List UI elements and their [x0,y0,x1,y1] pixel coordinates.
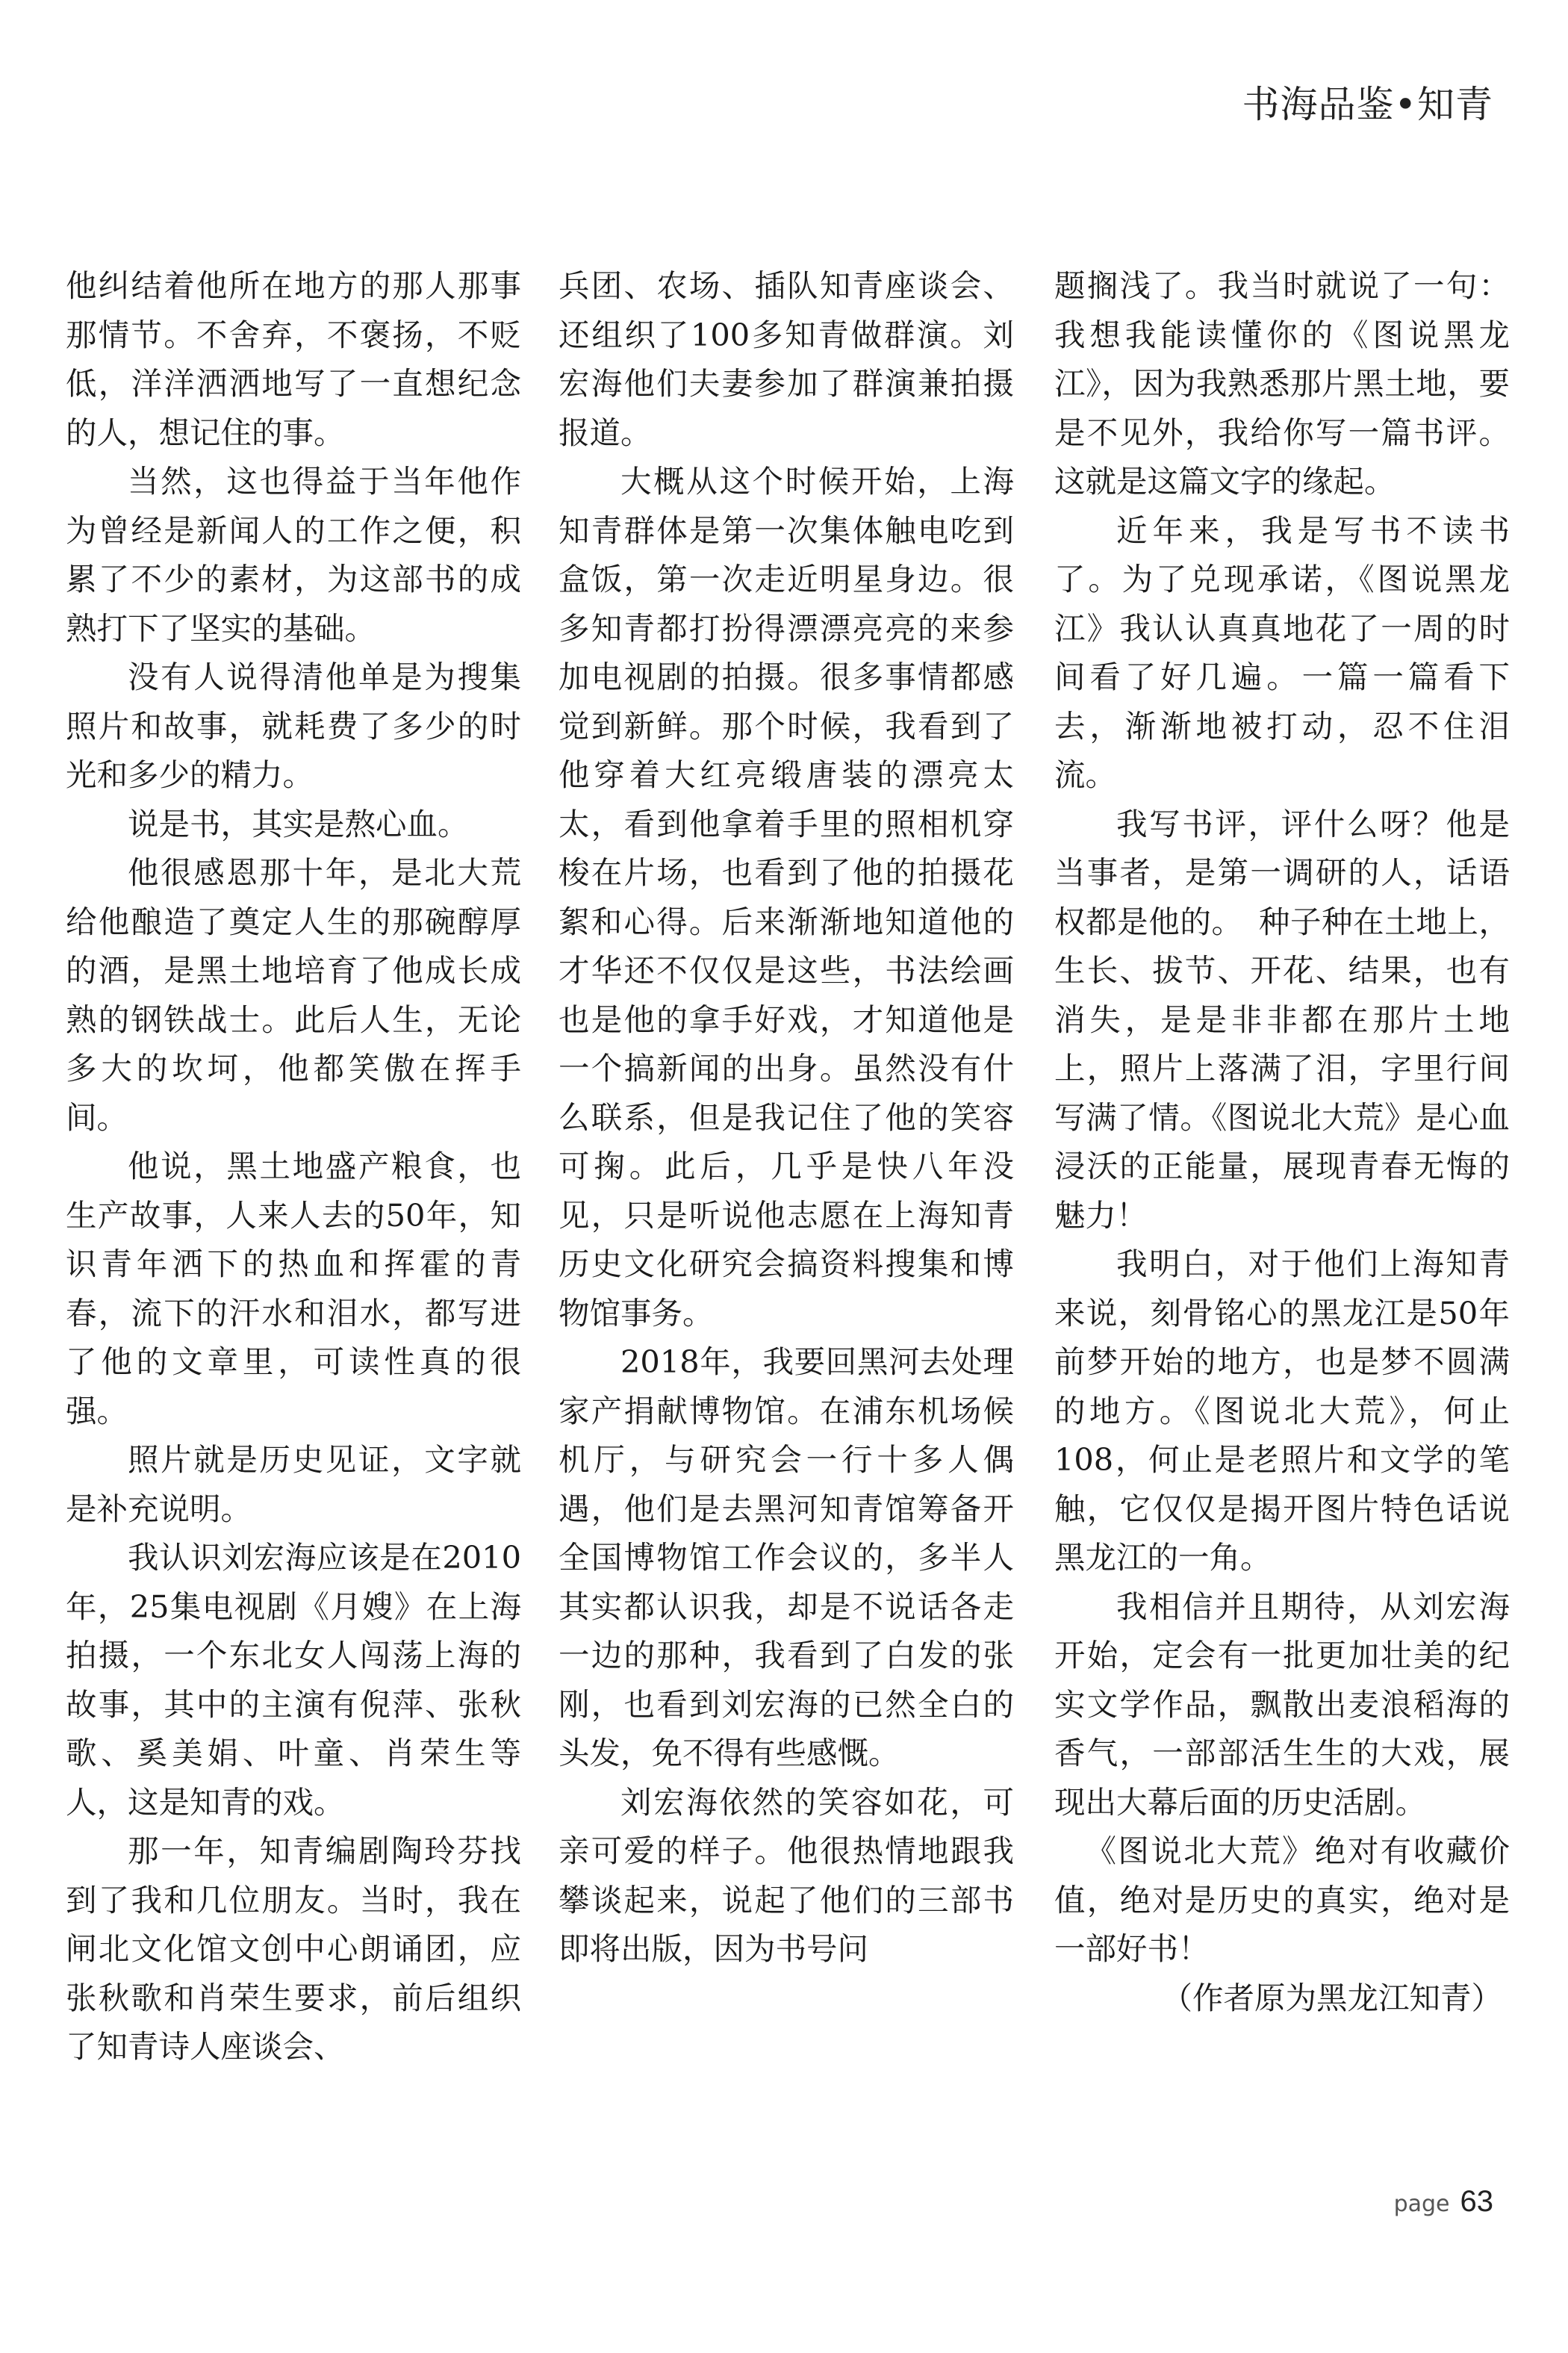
paragraph: 《图说北大荒》绝对有收藏价值，绝对是历史的真实，绝对是一部好书！ [1054,1833,1510,1967]
paragraph: 我相信并且期待，从刘宏海开始，定会有一批更加壮美的纪实文学作品，飘散出麦浪稻海的香气，一部部活生生的大戏，展现出大幕后面的历史活剧。 [1054,1588,1510,1821]
paragraph: 大概从这个时候开始，上海知青群体是第一次集体触电吃到盒饭，第一次走近明星身边。很多知青都打扮得漂漂亮亮的来参加电视剧的拍摄。很多事情都感觉到新鲜。那个时候，我看到了他穿着大红亮缎唐装的漂亮太太，看到他拿着手里的照相机穿梭在片场，也看到了他的拍摄花絮和心得。后来渐渐地知道他的才华还不仅仅是这些，书法绘画也是他的拿手好戏，才知道他是一个搞新闻的出身。虽然没有什么联系，但是我记住了他的笑容可掬。此后，几乎是快八年没见，只是听说他志愿在上海知青历史文化研究会搞资料搜集和博物馆事务。 [559,463,1014,1331]
paragraph: 当然，这也得益于当年他作为曾经是新闻人的工作之便，积累了不少的素材，为这部书的成熟打下了坚实的基础。 [66,463,521,647]
paragraph: 照片就是历史见证，文字就是补充说明。 [66,1441,521,1527]
paragraph: 近年来，我是写书不读书了。为了兑现承诺，《图说黑龙江》我认认真真地花了一周的时间看了好几遍。一篇一篇看下去，渐渐地被打动，忍不住泪流。 [1054,512,1510,793]
paragraph: 我明白，对于他们上海知青来说，刻骨铭心的黑龙江是50年前梦开始的地方，也是梦不圆满的地方。《图说北大荒》，何止108，何止是老照片和文学的笔触，它仅仅是揭开图片特色话说黑龙江的一角。 [1054,1246,1510,1576]
section-header: 书海品鉴•知青 [1242,83,1493,126]
page-label: page [1393,2191,1450,2217]
paragraph: 兵团、农场、插队知青座谈会、还组织了100多知青做群演。刘宏海他们夫妻参加了群演兼拍摄报道。 [559,267,1014,451]
paragraph: 他说，黑土地盛产粮食，也生产故事，人来人去的50年，知识青年洒下的热血和挥霍的青春，流下的汗水和泪水，都写进了他的文章里，可读性真的很强。 [66,1148,521,1429]
paragraph: 题搁浅了。我当时就说了一句：我想我能读懂你的《图说黑龙江》，因为我熟悉那片黑土地，要是不见外，我给你写一篇书评。这就是这篇文字的缘起。 [1054,267,1510,500]
column-2 [559,261,1014,1974]
column-1 [66,261,521,2071]
paragraph: 说是书，其实是熬心血。 [128,805,469,842]
paragraph: 我写书评，评什么呀？他是当事者，是第一调研的人，话语权都是他的。 种子种在土地上，生长、拔节、开花、结果，也有消失，是是非非都在那片土地上，照片上落满了泪，字里行间写满了情。《图说北大荒》是心血浸沃的正能量，展现青春无悔的魅力！ [1054,805,1510,1234]
paragraph: 那一年，知青编剧陶玲芬找到了我和几位朋友。当时，我在闸北文化馆文创中心朗诵团，应张秋歌和肖荣生要求，前后组织了知青诗人座谈会、 [66,1833,521,2065]
author-note: （作者原为黑龙江知青） [1161,1979,1502,2016]
paragraph: 没有人说得清他单是为搜集照片和故事，就耗费了多少的时光和多少的精力。 [66,659,521,793]
column-3 [1054,261,1510,2022]
paragraph: 我认识刘宏海应该是在2010年，25集电视剧《月嫂》在上海拍摄，一个东北女人闯荡上海的故事，其中的主演有倪萍、张秋歌、奚美娟、叶童、肖荣生等人，这是知青的戏。 [66,1539,521,1821]
paragraph: 刘宏海依然的笑容如花，可亲可爱的样子。他很热情地跟我攀谈起来，说起了他们的三部书即将出版，因为书号问 [559,1783,1014,1967]
page-number: 63 [1460,2185,1493,2218]
paragraph: 他很感恩那十年，是北大荒给他酿造了奠定人生的那碗醇厚的酒，是黑土地培育了他成长成熟的钢铁战士。此后人生，无论多大的坎坷，他都笑傲在挥手间。 [66,854,521,1136]
paragraph: 2018年，我要回黑河去处理家产捐献博物馆。在浦东机场候机厅，与研究会一行十多人偶遇，他们是去黑河知青馆筹备开全国博物馆工作会议的，多半人其实都认识我，却是不说话各走一边的那种，我看到了白发的张刚，也看到刘宏海的已然全白的头发，免不得有些感慨。 [559,1343,1014,1771]
paragraph: 他纠结着他所在地方的那人那事那情节。不舍弃，不褒扬，不贬低，洋洋洒洒地写了一直想纪念的人，想记住的事。 [66,267,521,451]
page-footer [1394,2185,1493,2219]
